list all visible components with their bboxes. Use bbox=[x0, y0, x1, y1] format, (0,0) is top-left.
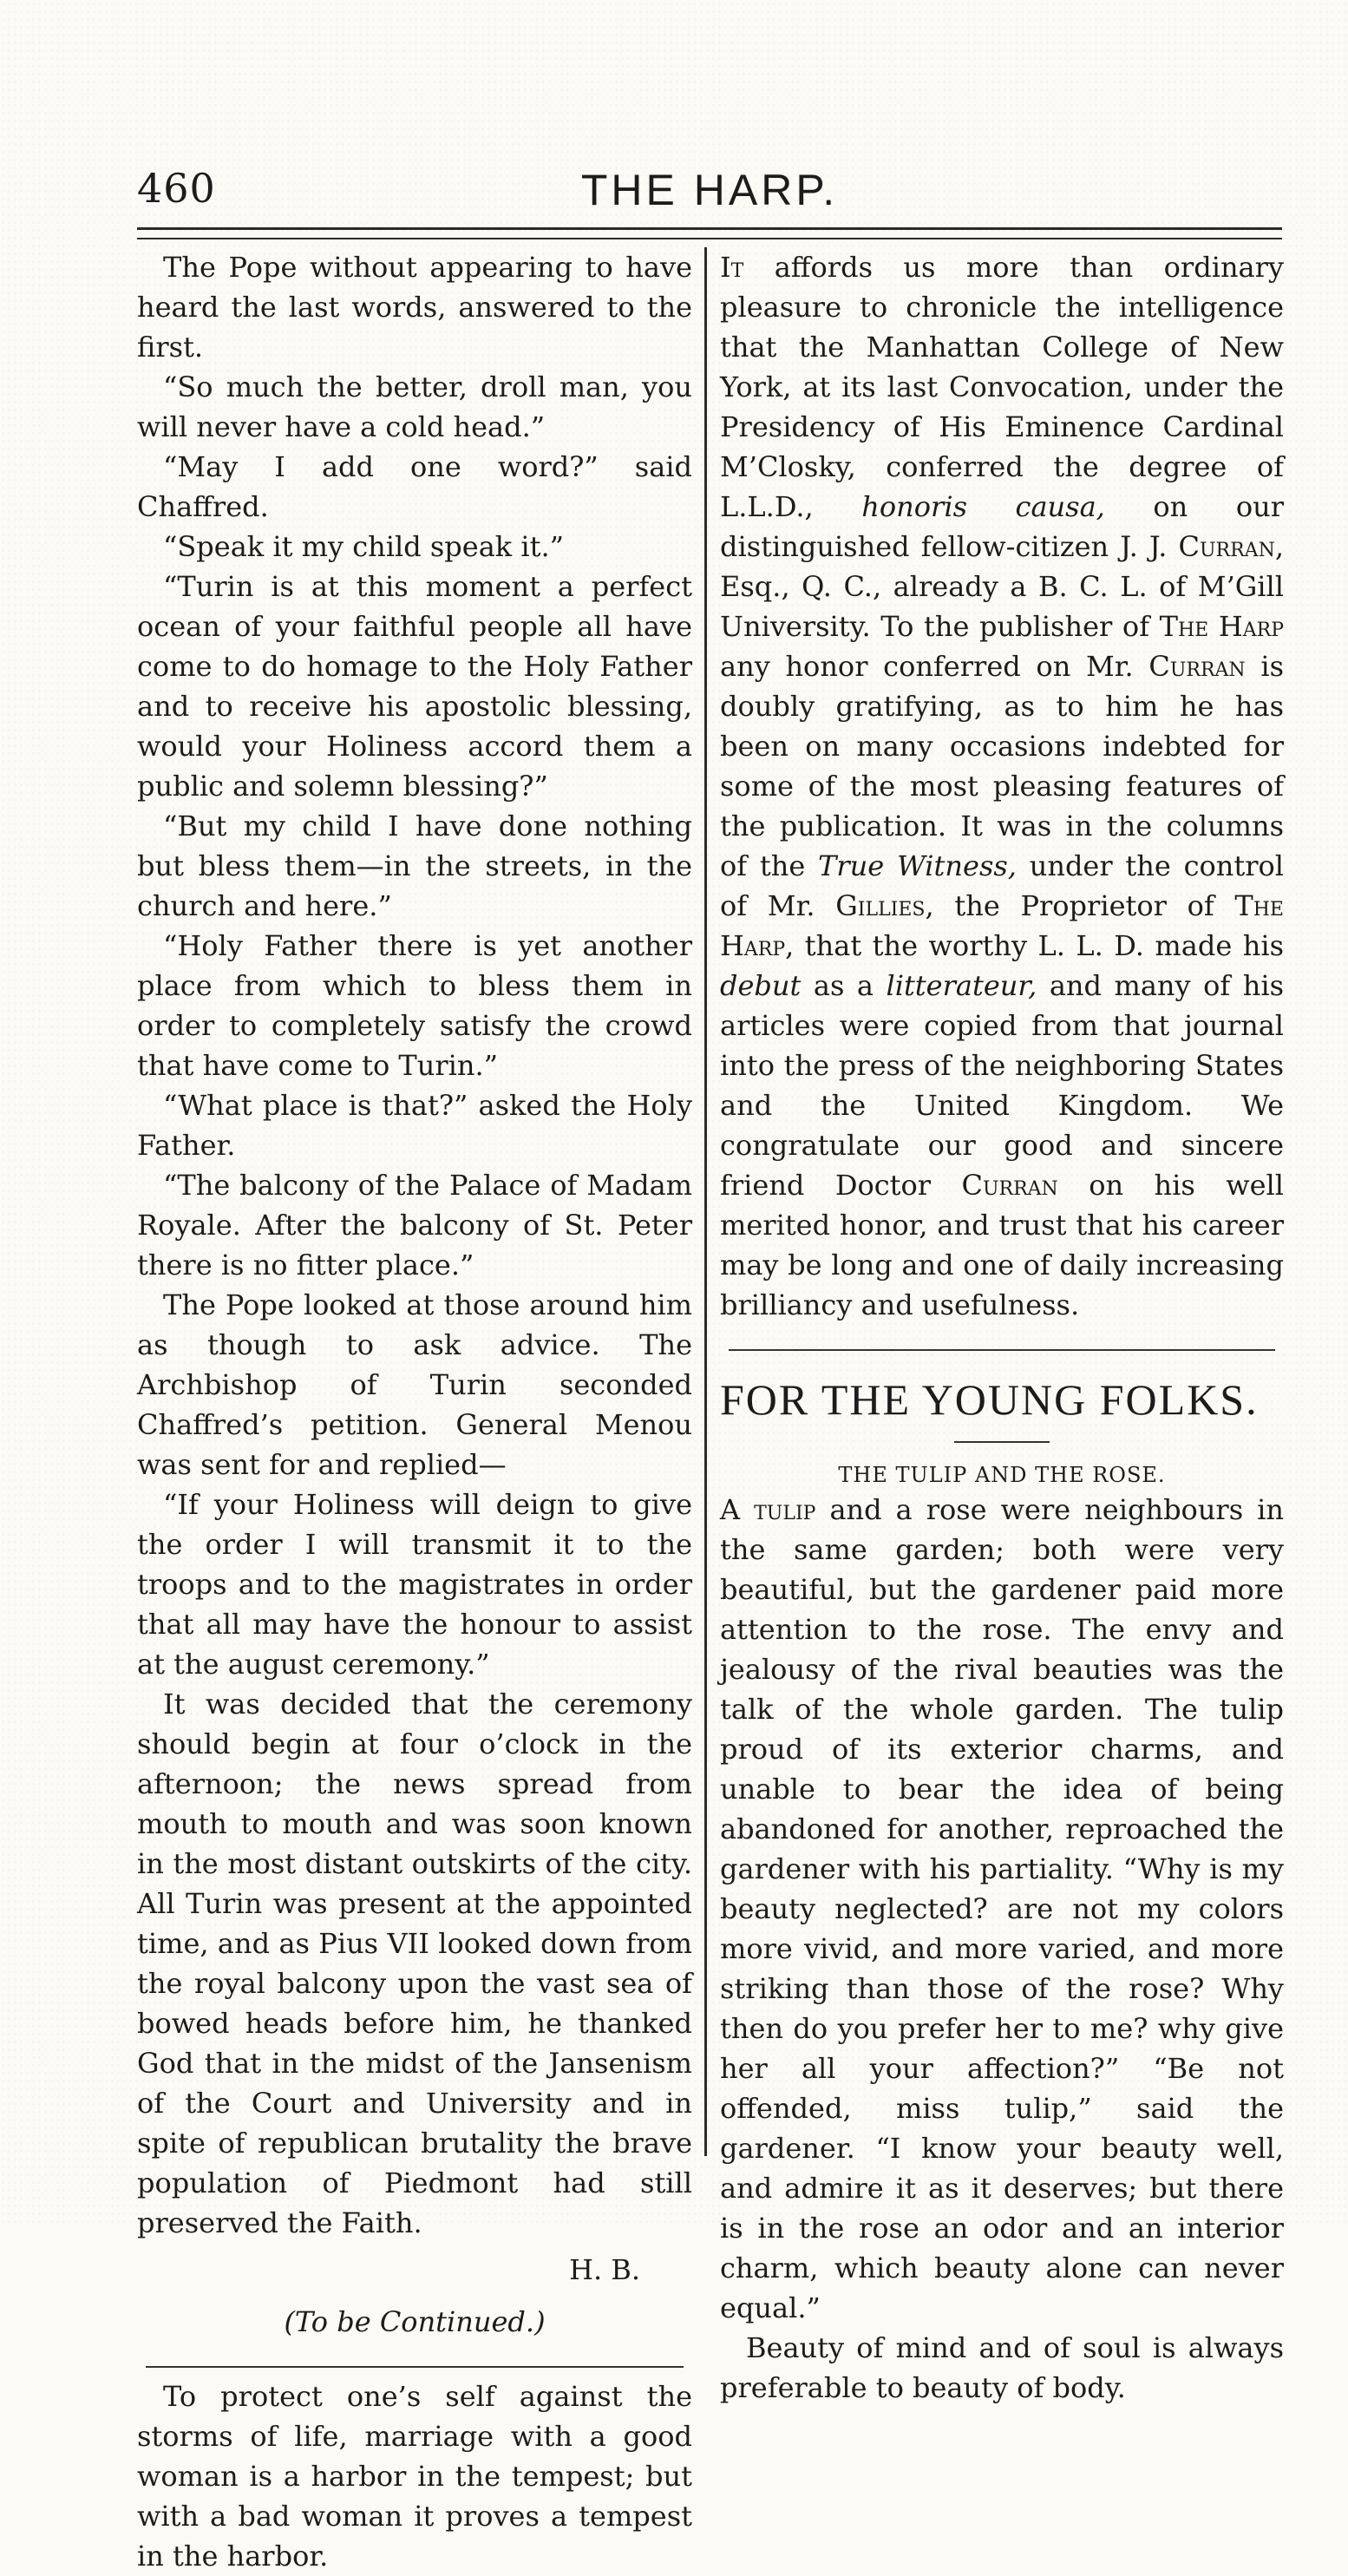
paragraph: “Turin is at this moment a perfect ocean of your faithful people all have come to do homage to the Holy Father and to receive his apostolic blessing, would your Holiness accord them a public and solemn blessing?” bbox=[137, 570, 692, 803]
lead-word: It bbox=[720, 251, 744, 284]
publication-name: The Harp bbox=[720, 889, 1284, 962]
paragraph: The Pope looked at those around him as though to ask advice. The Archbishop of Turin seconded Chaffred’s petition. General Menou was sent for and replied— bbox=[137, 1288, 692, 1481]
latin-phrase: honoris causa, bbox=[861, 490, 1105, 523]
divider-rule bbox=[146, 2366, 684, 2368]
story-paragraph: A tulip and a rose were neighbours in the same garden; both were very beautiful, but the gardener paid more attention to the rose. The envy and jealousy of the rival beauties was the talk of the whole garden. The tulip proud of its exterior charms, and unable to bear the idea of being abandoned for another, reproached the gardener with his partiality. “Why is my beauty neglected? are not my colors more vivid, and more varied, and more striking than those of the rose? Why then do you prefer her to me? why give her all your affection?” “Be not offended, miss tulip,” said the gardener. “I know your beauty well, and admire it as it deserves; but there is in the rose an odor and an interior charm, which beauty alone can never equal.” bbox=[720, 1493, 1284, 2324]
paragraph: “The balcony of the Palace of Madam Royale. After the balcony of St. Peter there is no fitter place.” bbox=[137, 1169, 692, 1281]
paragraph: “Speak it my child speak it.” bbox=[163, 530, 564, 563]
left-column bbox=[137, 247, 692, 2576]
paragraph: “If your Holiness will deign to give the order I will transmit it to the troops and to the magistrates in order that all may have the honour to assist at the august ceremony.” bbox=[137, 1488, 692, 1681]
publication-name: True Witness, bbox=[818, 849, 1017, 882]
right-column bbox=[720, 247, 1284, 2408]
paragraph: “May I add one word?” said Chaffred. bbox=[137, 450, 692, 523]
announcement-paragraph: It affords us more than ordinary pleasure to chronicle the intelligence that the Manhattan College of New York, at its last Convocation, under the Presidency of His Eminence Cardinal M’Closky, conferred the degree of L.L.D., honoris causa, on our distinguished fellow-citizen J. J. Curran, Esq., Q. C., already a B. C. L. of M’Gill University. To the publisher of The Harp any honor conferred on Mr. Curran is doubly gratifying, as to him he has been on many occasions indebted for some of the most pleasing features of the publication. It was in the columns of the True Witness, under the control of Mr. Gillies, the Proprietor of The Harp, that the worthy L. L. D. made his debut as a litterateur, and many of his articles were copied from that journal into the press of the neighboring States and the United Kingdom. We congratulate our good and sincere friend Doctor Curran on his well merited honor, and trust that his career may be long and one of daily increasing brilliancy and usefulness. bbox=[720, 251, 1285, 1321]
section-heading: FOR THE YOUNG FOLKS. bbox=[720, 1375, 1259, 1424]
masthead-title: THE HARP. bbox=[580, 166, 839, 214]
author-signature: H. B. bbox=[569, 2253, 640, 2286]
paragraph: It was decided that the ceremony should begin at four o’clock in the afternoon; the news spread from mouth to mouth and was soon known in the most distant outskirts of the city. All Turin was present at the appointed time, and as Pius VII looked down from the royal balcony upon the vast sea of bowed heads before him, he thanked God that in the midst of the Jansenism of the Court and University and in spite of republican brutality the brave population of Piedmont had still preserved the Faith. bbox=[137, 1688, 692, 2239]
lead-word: A tulip bbox=[720, 1493, 816, 1526]
column-divider bbox=[704, 247, 707, 2156]
paragraph: “What place is that?” asked the Holy Father. bbox=[137, 1089, 692, 1162]
person-name: Curran bbox=[1178, 530, 1275, 563]
foreign-word: litterateur, bbox=[886, 969, 1037, 1002]
header-rule bbox=[137, 227, 1282, 239]
page-header bbox=[137, 165, 1282, 226]
person-name: Gillies bbox=[835, 889, 926, 922]
moral-paragraph: Beauty of mind and of soul is always preferable to beauty of body. bbox=[720, 2331, 1284, 2404]
person-name: Curran bbox=[1148, 650, 1246, 683]
story-title: THE TULIP AND THE ROSE. bbox=[838, 1463, 1166, 1487]
foreign-word: debut bbox=[720, 969, 802, 1002]
paragraph: The Pope without appearing to have heard the last words, answered to the first. bbox=[137, 251, 692, 364]
paragraph: “So much the better, droll man, you will never have a cold head.” bbox=[137, 370, 692, 443]
continued-note: (To be Continued.) bbox=[284, 2305, 546, 2338]
paragraph: “Holy Father there is yet another place from which to bless them in order to completely satisfy the crowd that have come to Turin.” bbox=[137, 929, 692, 1082]
paragraph: “But my child I have done nothing but bless them—in the streets, in the church and here.” bbox=[137, 810, 692, 922]
page-number: 460 bbox=[137, 165, 216, 212]
person-name: Curran bbox=[961, 1169, 1058, 1202]
section-rule bbox=[729, 1349, 1275, 1351]
proverb-paragraph: To protect one’s self against the storms of life, marriage with a good woman is a harbor in the tempest; but with a bad woman it proves a tempest in the harbor. bbox=[137, 2380, 692, 2573]
publication-name: The Harp bbox=[1159, 610, 1284, 643]
heading-underline bbox=[954, 1441, 1050, 1443]
